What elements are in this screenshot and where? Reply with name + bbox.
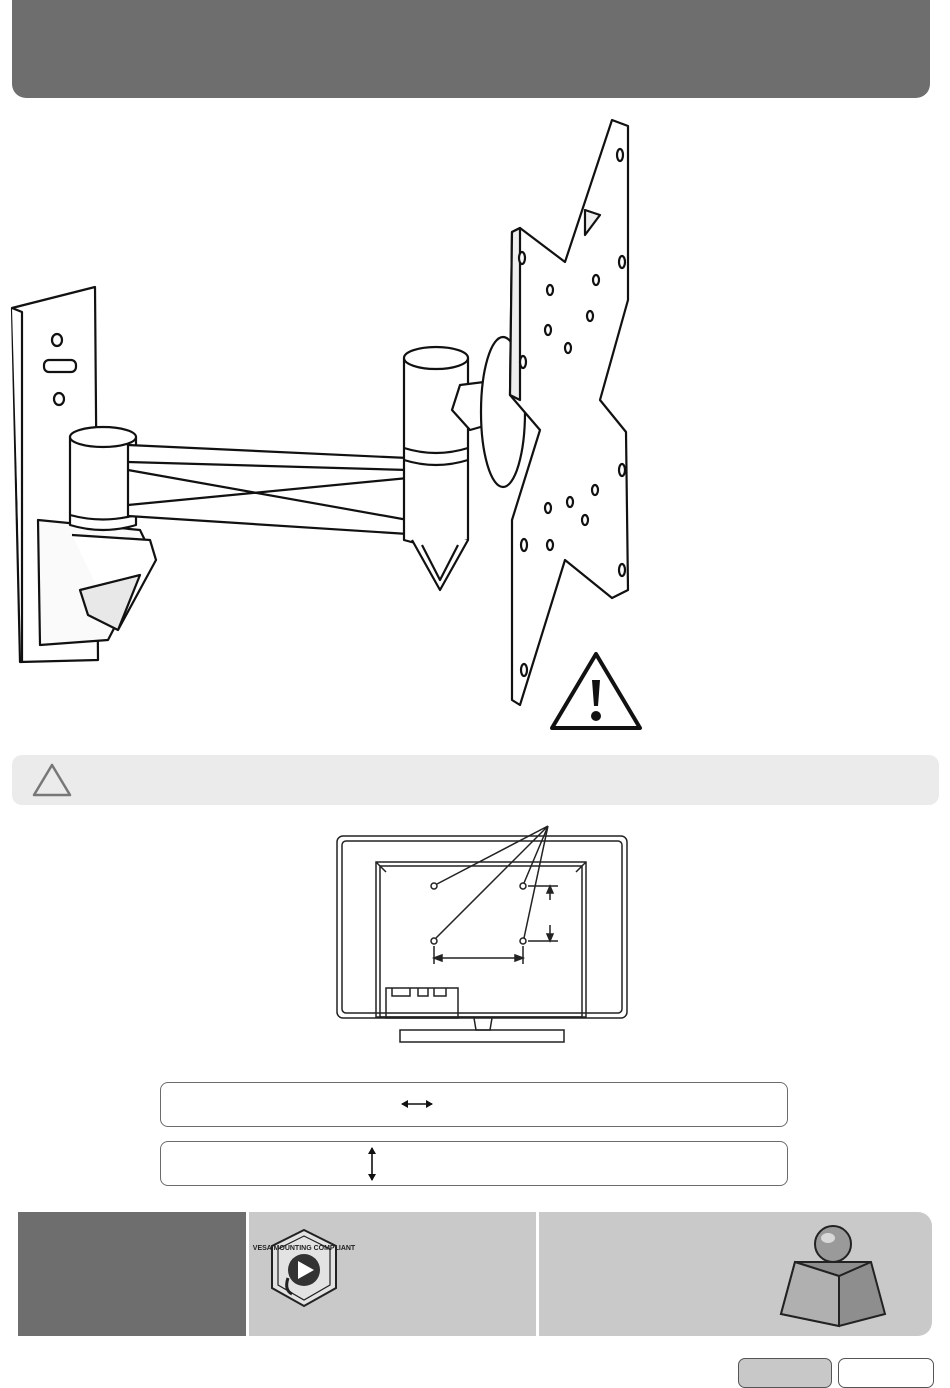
caution-triangle-icon [32,763,72,797]
bottom-info-panel [18,1212,932,1336]
horizontal-spacing-box [160,1082,788,1127]
panel-divider [536,1212,539,1336]
weight-icon [773,1214,893,1336]
page-tab[interactable] [838,1358,934,1388]
header-bar [12,0,930,98]
vertical-spacing-box [160,1141,788,1186]
bottom-panel-label-area [18,1212,246,1336]
horizontal-arrow-icon [399,1096,435,1112]
tv-back-vesa-diagram [330,820,630,1046]
warning-triangle-icon [548,650,644,732]
vertical-arrow-icon [364,1145,380,1183]
caution-bar [12,755,939,805]
page-tab-active[interactable] [738,1358,832,1388]
svg-text:VESA MOUNTING COMPLIANT: VESA MOUNTING COMPLIANT [252,1245,356,1252]
wall-mount-illustration [0,110,660,740]
vesa-compliant-badge [252,1228,356,1308]
panel-divider [246,1212,249,1336]
